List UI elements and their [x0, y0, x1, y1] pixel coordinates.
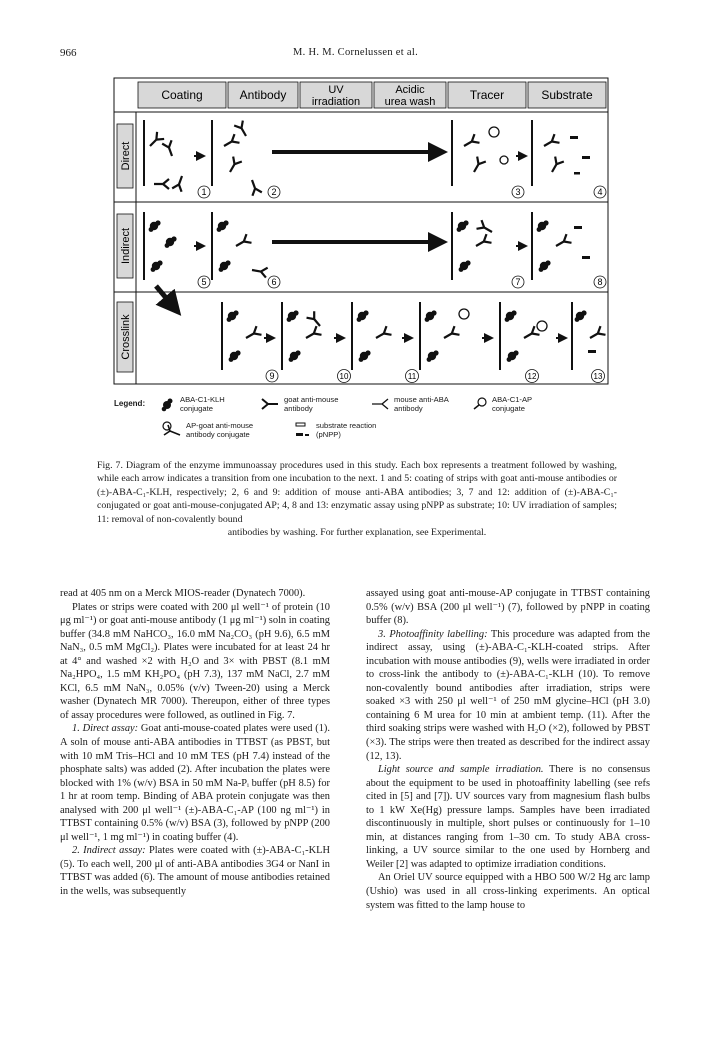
body-column-right [366, 587, 650, 912]
running-head: M. H. M. Cornelussen et al. [292, 47, 419, 58]
legend-substrate: substrate reaction (pNPP) [316, 421, 377, 439]
figure-legend [112, 393, 610, 449]
legend-aba-klh: ABA-C1-KLH conjugate [180, 395, 225, 413]
step-3: 3 [515, 187, 521, 197]
paragraph [366, 763, 650, 871]
paragraph-text: There is no consensus about the equipment to be used in photoaffinity labelling (see refs cited in [5] and [7]). UV sources vary from magnesium flash bulbs to 1 kW Xe(Hg) pressure lamps. Samples have been irradiated discontinuously in multiple, short pulses or continuously for 1–10 min, at distances ranging from 1–30 cm. To study ABA cross-linking, a UV source similar to the one used by Hornberg and Weiler [2] was adapted to optimize irradiation conditions. [366, 764, 650, 870]
legend-goat-anti-mouse: goat anti-mouse antibody [284, 395, 339, 413]
legend-ap-goat: AP-goat anti-mouse antibody conjugate [186, 421, 254, 439]
row-crosslink: Crosslink [120, 314, 132, 360]
step-6: 6 [271, 277, 277, 287]
page-number: 966 [60, 47, 77, 59]
paragraph [60, 844, 330, 898]
paragraph: read at 405 nm on a Merck MIOS-reader (Dynatech 7000). [60, 588, 306, 599]
mouse-anti-aba-icon [370, 397, 390, 411]
caption-last-line: antibodies by washing. For further explanation, see Experimental. [227, 527, 487, 539]
figure-7 [112, 76, 610, 390]
legend-mouse-anti-aba: mouse anti-ABA antibody [394, 395, 449, 413]
row-labels [117, 124, 133, 372]
step-9: 9 [269, 371, 275, 381]
row-indirect-steps [144, 212, 590, 280]
paragraph-text: Goat anti-mouse-coated plates were used (1). A soln of mouse anti-ABA antibodies in TTBST (as PBST, but with 10 mM Tris–HCl and 10 mM TES (pH 7.4) instead of the phosphate salts) was added (2). After incubation the plates were blocked with 1% (w/v) BSA in 50 mM Na-Pᵢ buffer (pH 8.5) for 1 hr at room temp. Binding of ABA protein conjugate was then analysed with 200 μl well⁻¹ (±)-ABA-C₁-AP (100 ng ml⁻¹) in TTBST containing 0.5% (w/v) BSA (3), followed by pNPP (200 μl well⁻¹, 1 mg ml⁻¹) in coating buffer (4). [60, 723, 330, 843]
step-7: 7 [515, 277, 521, 287]
col-tracer: Tracer [469, 88, 505, 102]
paragraph: assayed using goat anti-mouse-AP conjugate in TTBST containing 0.5% (w/v) BSA (200 μl well⁻¹) (7), followed by pNPP in coating buffer (8). [366, 588, 650, 627]
figure-caption [97, 459, 617, 539]
paragraph-lead: 1. Direct assay: [72, 723, 139, 735]
column-headers [138, 82, 606, 108]
col-urea-line1: Acidic [395, 84, 425, 96]
row-crosslink-steps [156, 286, 605, 370]
caption-label: Fig. 7. [97, 460, 123, 471]
paragraph: An Oriel UV source equipped with a HBO 500 W/2 Hg arc lamp (Ushio) was used in all cross-linking experiments. An optical system was fitted to the lamp house to [366, 872, 650, 911]
step-13: 13 [593, 372, 603, 381]
step-11: 11 [407, 372, 417, 381]
col-coating: Coating [161, 88, 203, 102]
paragraph-lead: 3. Photoaffinity labelling: [378, 628, 488, 640]
paragraph [60, 722, 330, 844]
substrate-reaction-icon [294, 421, 312, 439]
col-uv-line1: UV [328, 84, 344, 96]
legend-title: Legend: [114, 399, 146, 408]
row-direct-steps [144, 120, 590, 196]
col-antibody: Antibody [239, 88, 287, 102]
paragraph: Plates or strips were coated with 200 μl well⁻¹ of protein (10 μg ml⁻¹) or goat anti-mouse antibody (1 μg ml⁻¹) soln in coating buffer (34.8 mM NaHCO₃, 16.0 mM Na₂CO₃ (pH 9.6), 6.5 mM NaN₃, 0.5 mM MgCl₂). Plates were incubated for at least 24 hr at 4° and washed ×2 with H₂O and 3× with PBST (8.1 mM Na₂HPO₄, 1.5 mM KH₂PO₄ (pH 7.3), 137 mM NaCl, 2.7 mM KCl, 6.5 mM NaN₃, 0.05% (v/v) Tween-20) using a Merck washer (Dynatech MR 7000). Thereupon, either of three types of assay procedures were followed, as outlined in Fig. 7. [60, 601, 330, 721]
step-markers [198, 186, 606, 383]
paragraph [366, 628, 650, 763]
immunoassay-diagram [112, 76, 610, 390]
row-direct: Direct [120, 141, 132, 171]
col-substrate: Substrate [541, 88, 593, 102]
step-5: 5 [201, 277, 207, 287]
paragraph-lead: Light source and sample irradiation. [378, 764, 544, 776]
aba-ap-icon [472, 397, 488, 411]
aba-klh-icon [160, 396, 174, 414]
row-indirect: Indirect [120, 227, 132, 265]
col-uv-line2: irradiation [311, 96, 361, 108]
step-2: 2 [271, 187, 277, 197]
ap-goat-icon [160, 421, 182, 439]
goat-anti-mouse-icon [260, 397, 280, 411]
step-12: 12 [527, 372, 537, 381]
paragraph-text: Plates were coated with (±)-ABA-C₁-KLH (5). To each well, 200 μl of anti-ABA antibodies 3G4 or NanI in TTBST was added (6). The amount of mouse antibodies retained in the wells, was subsequently [60, 845, 330, 898]
caption-text: Diagram of the enzyme immunoassay procedures used in this study. Each box represents a treatment followed by washing, while each arrow indicates a transition from one incubation to the next. 1 and 5: coating of strips with goat anti-mouse antibodies or (±)-ABA-C₁-KLH, respectively; 2, 6 and 9: addition of mouse anti-ABA antibodies; 3, 7 and 12: addition of (±)-ABA-C₁-conjugated or goat anti-mouse-conjugated AP; 4, 8 and 13: enzymatic assay using pNPP as substrate; 10: UV irradiation of samples; 11: removal of non-covalently bound [97, 460, 617, 525]
legend-aba-ap: ABA-C1-AP conjugate [492, 395, 533, 413]
figure-frame [114, 78, 608, 384]
step-4: 4 [597, 187, 603, 197]
step-1: 1 [201, 187, 207, 197]
paragraph-lead: 2. Indirect assay: [72, 845, 146, 857]
body-column-left [60, 587, 330, 899]
paragraph-text: This procedure was adapted from the indirect assay, using (±)-ABA-C₁-KLH-coated strips. After incubation with mouse antibodies (9), wells were irradiated in order to cross-link the antibody to (±)-ABA-C₁-KLH (10). To remove non-covalently bound antibodies after irradiation, strips were soaked ×3 with 250 μl well⁻¹ of 250 mM glycine–HCl (pH 3.0) containing 6 M urea for 10 min at ambient temp. (11). After the third soaking strips were washed with H₂O (×2), followed by PBST (×3). The strips were then treated as described for the indirect assay (12, 13). [366, 628, 650, 762]
step-8: 8 [597, 277, 603, 287]
step-10: 10 [339, 372, 349, 381]
col-urea-line2: urea wash [384, 96, 436, 108]
